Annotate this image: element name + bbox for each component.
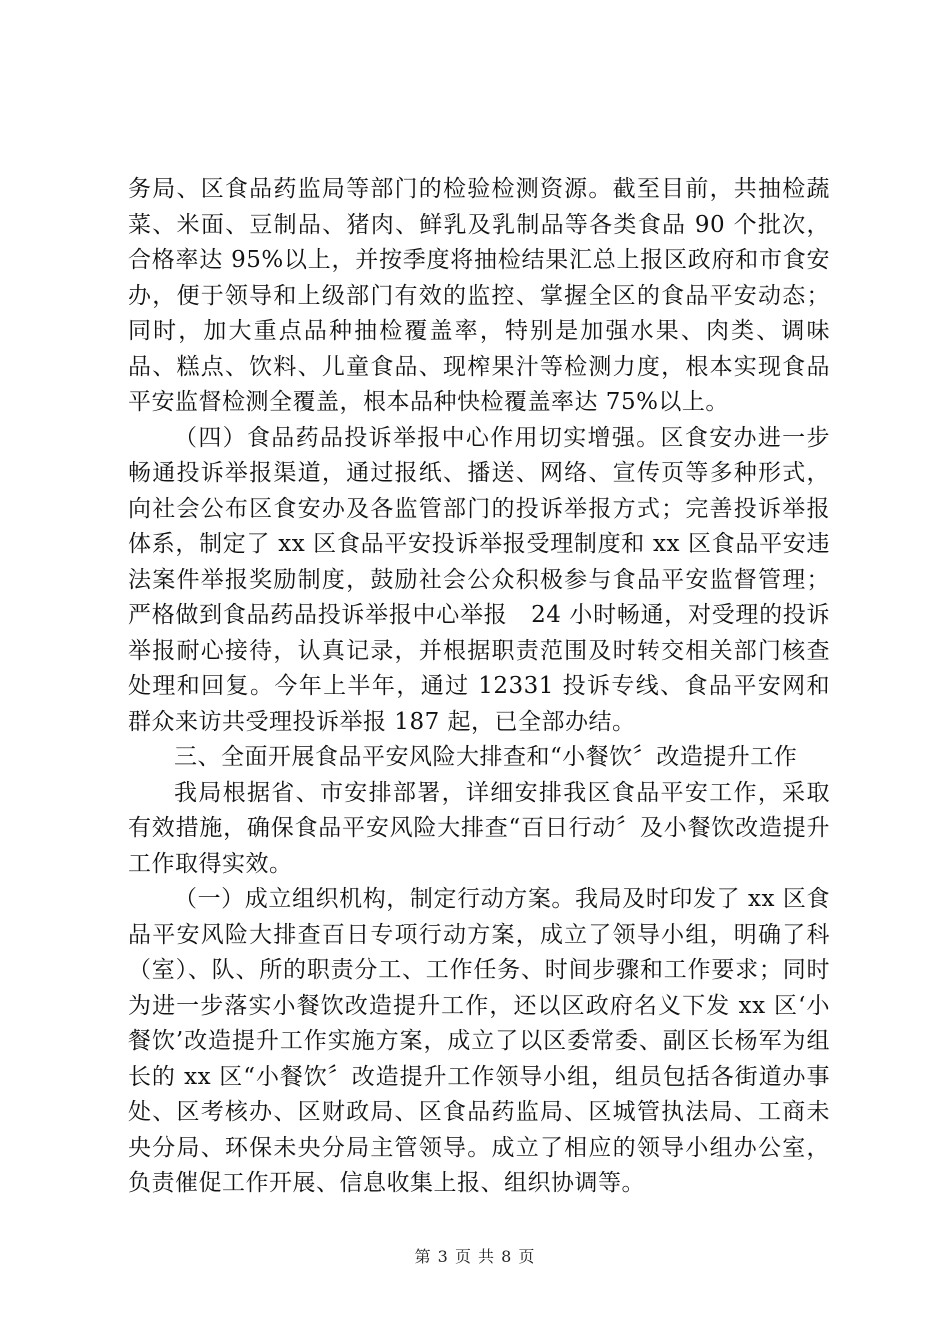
paragraph-2: （四）食品药品投诉举报中心作用切实增强。区食安办进一步畅通投诉举报渠道，通过报纸、播送、网络、宣传页等多种形式，向社会公布区食安办及各监管部门的投诉举报方式；完善投诉举报体系，制定了 xx 区食品平安投诉举报受理制度和 xx 区食品平安违法案件举报奖励制度，鼓励社会公众积极参与食品平安监督管理；严格做到食品药品投诉举报中心举报 24 小时畅通，对受理的投诉举报耐心接待，认真记录，并根据职责范围及时转交相关部门核查处理和回复。今年上半年，通过 12331 投诉专线、食品平安网和群众来访共受理投诉举报 187 起，已全部办结。 bbox=[128, 424, 830, 735]
document-body bbox=[128, 172, 830, 1202]
paragraph-5: （一）成立组织机构，制定行动方案。我局及时印发了 xx 区食品平安风险大排查百日专项行动方案，成立了领导小组，明确了科（室）、队、所的职责分工、工作任务、时间步骤和工作要求；同时为进一步落实小餐饮改造提升工作，还以区政府名义下发 xx 区‘小餐饮’改造提升工作实施方案，成立了以区委常委、副区长杨军为组长的 xx 区“小餐饮〞改造提升工作领导小组，组员包括各街道办事处、区考核办、区财政局、区食品药监局、区城管执法局、工商未央分局、环保未央分局主管领导。成立了相应的领导小组办公室，负责催促工作开展、信息收集上报、组织协调等。 bbox=[128, 886, 830, 1196]
section-heading-3: 三、全面开展食品平安风险大排查和“小餐饮〞改造提升工作 bbox=[174, 744, 798, 770]
page-footer: 第 3 页 共 8 页 bbox=[414, 1247, 536, 1266]
paragraph-4: 我局根据省、市安排部署，详细安排我区食品平安工作，采取有效措施，确保食品平安风险大排查“百日行动〞及小餐饮改造提升工作取得实效。 bbox=[128, 779, 830, 877]
paragraph-1: 务局、区食品药监局等部门的检验检测资源。截至目前，共抽检蔬菜、米面、豆制品、猪肉、鲜乳及乳制品等各类食品 90 个批次，合格率达 95%以上，并按季度将抽检结果汇总上报区政府和市食安办，便于领导和上级部门有效的监控、掌握全区的食品平安动态；同时，加大重点品种抽检覆盖率，特别是加强水果、肉类、调味品、糕点、饮料、儿童食品、现榨果汁等检测力度，根本实现食品平安监督检测全覆盖，根本品种快检覆盖率达 75%以上。 bbox=[128, 176, 830, 415]
